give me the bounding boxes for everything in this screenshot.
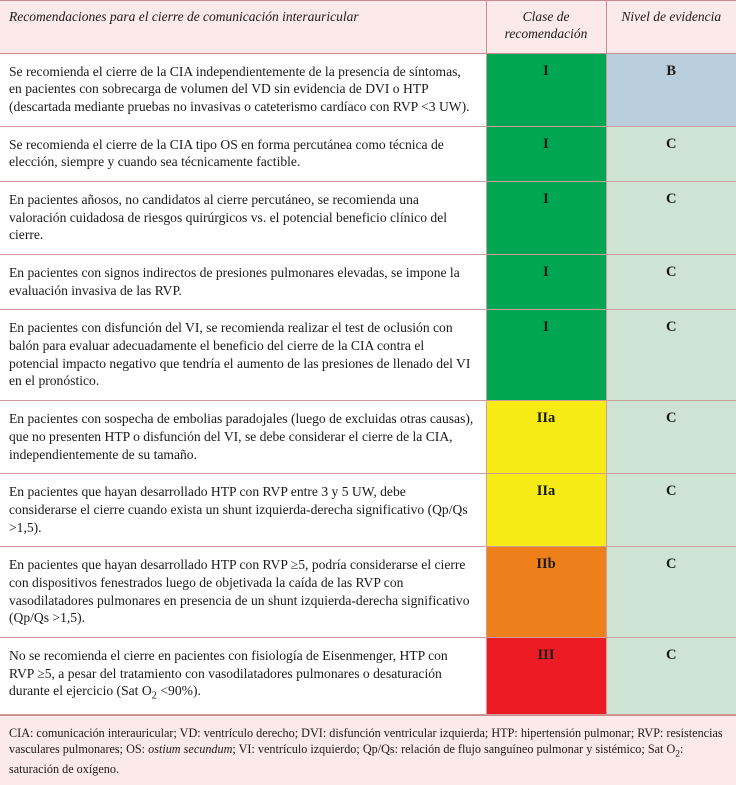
table-row bbox=[0, 53, 736, 126]
evidence-level-badge: C bbox=[606, 401, 736, 474]
table-row bbox=[0, 126, 736, 181]
recommendation-class-badge: I bbox=[486, 53, 606, 126]
recommendation-text: No se recomienda el cierre en pacientes con fisiología de Eisenmenger, HTP con RVP ≥5, a pesar del tratamiento con vasodilatadores pulmonares o desaturación durante el ejercicio (Sat $O_2 <90\%$). bbox=[0, 637, 486, 714]
recommendation-text: Se recomienda el cierre de la CIA independientemente de la presencia de síntomas, en pacientes con sobrecarga de volumen del VD sin evidencia de DVI o HTP (descartada mediante pruebas no invasivas o cateterismo cardíaco con RVP <3 UW). bbox=[0, 53, 486, 126]
evidence-level-badge: C bbox=[606, 637, 736, 714]
header-class: Clase de recomendación bbox=[486, 1, 606, 54]
table-header-row bbox=[0, 1, 736, 54]
recommendation-class-badge: IIa bbox=[486, 474, 606, 547]
evidence-level-badge: C bbox=[606, 547, 736, 638]
recommendation-class-badge: I bbox=[486, 182, 606, 255]
evidence-level-badge: C bbox=[606, 182, 736, 255]
evidence-level-badge: C bbox=[606, 474, 736, 547]
recommendation-class-badge: III bbox=[486, 637, 606, 714]
footnote-text: CIA: comunicación interauricular; VD: ventrículo derecho; DVI: disfunción ventricular izquierda; HTP: hipertensión pulmonar; RVP: resistencias vasculares pulmonares; OS: ostium secundum; VI: ventrículo izquierdo; Qp/Qs: relación de flujo sanguíneo pulmonar y sistémico; Sat $O_2$: saturación de oxígeno. bbox=[9, 725, 723, 777]
recommendation-text: En pacientes que hayan desarrollado HTP con RVP ≥5, podría considerarse el cierre con dispositivos fenestrados luego de objetivada la caída de las RVP con vasodilatadores pulmonares en presencia de un shunt izquierda-derecha significativo (Qp/Qs >1,5). bbox=[0, 547, 486, 638]
table-row bbox=[0, 474, 736, 547]
evidence-level-badge: B bbox=[606, 53, 736, 126]
recommendation-text: En pacientes con signos indirectos de presiones pulmonares elevadas, se impone la evaluación invasiva de las RVP. bbox=[0, 255, 486, 310]
evidence-level-badge: C bbox=[606, 310, 736, 401]
evidence-level-badge: C bbox=[606, 255, 736, 310]
table-footnote bbox=[0, 715, 736, 785]
header-recommendations: Recomendaciones para el cierre de comunicación interauricular bbox=[0, 1, 486, 54]
recommendation-class-badge: I bbox=[486, 310, 606, 401]
table-row bbox=[0, 401, 736, 474]
table-row bbox=[0, 637, 736, 714]
recommendation-class-badge: I bbox=[486, 255, 606, 310]
recommendation-text: En pacientes añosos, no candidatos al cierre percutáneo, se recomienda una valoración cuidadosa de riesgos quirúrgicos vs. el potencial beneficio clínico del cierre. bbox=[0, 182, 486, 255]
recommendation-text: En pacientes que hayan desarrollado HTP con RVP entre 3 y 5 UW, debe considerarse el cierre cuando exista un shunt izquierda-derecha significativo (Qp/Qs >1,5). bbox=[0, 474, 486, 547]
header-level: Nivel de evidencia bbox=[606, 1, 736, 54]
table-row bbox=[0, 547, 736, 638]
recommendation-class-badge: I bbox=[486, 126, 606, 181]
recommendation-text: En pacientes con sospecha de embolias paradojales (luego de excluidas otras causas), que no presenten HTP o disfunción del VI, se debe considerar el cierre de la CIA, independientemente de su tamaño. bbox=[0, 401, 486, 474]
table-row bbox=[0, 310, 736, 401]
recommendation-class-badge: IIb bbox=[486, 547, 606, 638]
evidence-level-badge: C bbox=[606, 126, 736, 181]
recommendation-text: Se recomienda el cierre de la CIA tipo OS en forma percutánea como técnica de elección, siempre y cuando sea técnicamente factible. bbox=[0, 126, 486, 181]
table-row bbox=[0, 182, 736, 255]
recommendation-text: En pacientes con disfunción del VI, se recomienda realizar el test de oclusión con balón para evaluar adecuadamente el beneficio del cierre de la CIA contra el potencial impacto negativo que tendría el aumento de las presiones de llenado del VI en el pronóstico. bbox=[0, 310, 486, 401]
table-row bbox=[0, 255, 736, 310]
recommendation-class-badge: IIa bbox=[486, 401, 606, 474]
